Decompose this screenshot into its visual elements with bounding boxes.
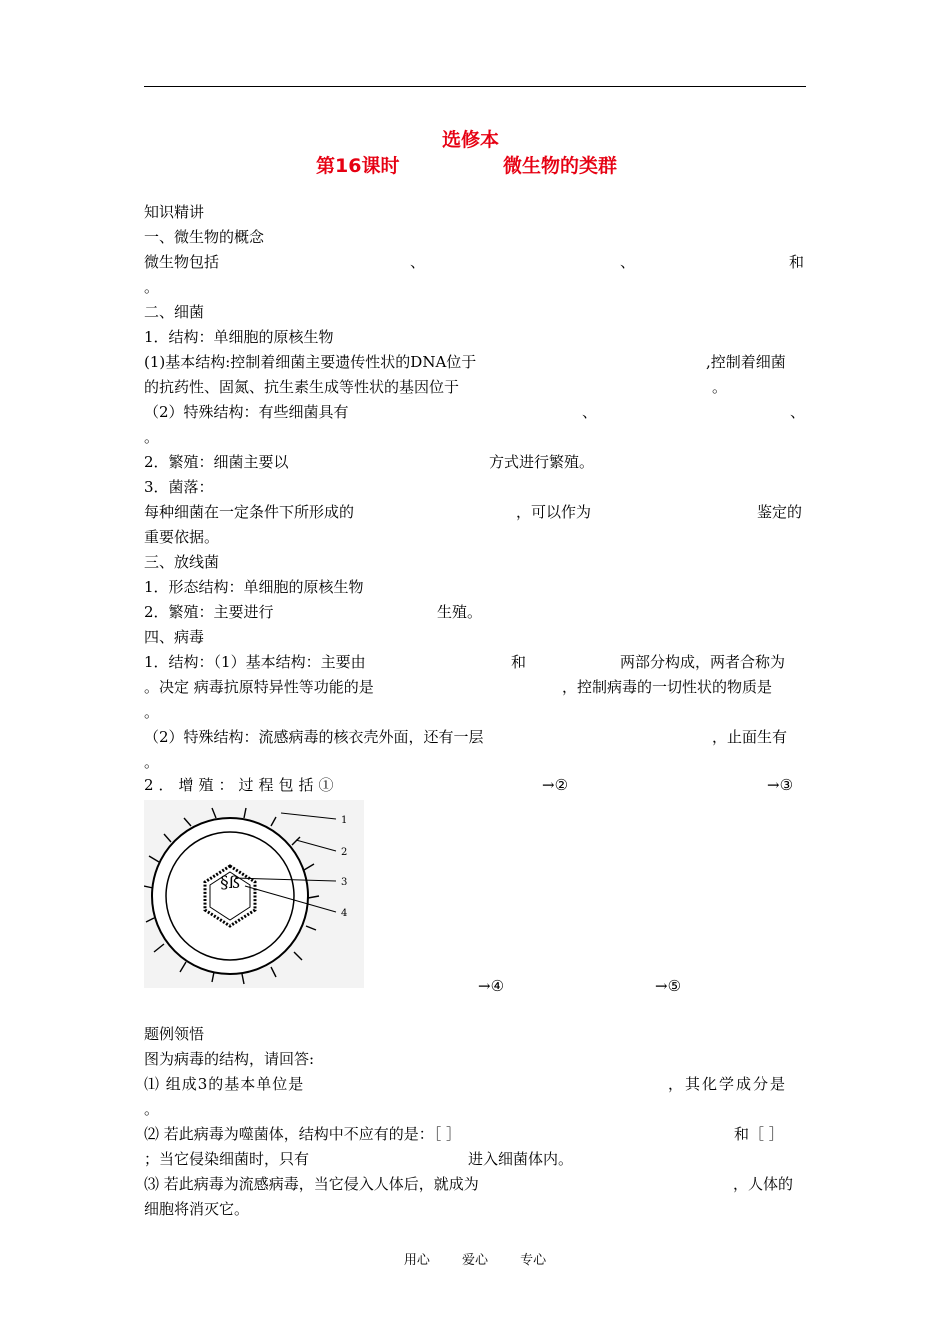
virus-diagram xyxy=(144,800,364,988)
label-4: 4 xyxy=(341,908,348,919)
text-microbes-include: 微生物包括 xyxy=(144,253,220,271)
text-antigen: 。决定 病毒抗原特异性等功能的是 xyxy=(144,678,374,696)
step-2: →② xyxy=(542,776,569,794)
page-footer xyxy=(0,1249,950,1268)
text-colony: 3．菌落： xyxy=(144,478,214,496)
header-rule xyxy=(144,86,806,87)
text-period: 。 xyxy=(144,703,160,721)
question-3: ⑶ 若此病毒为流感病毒，当它侵入人体后，就成为 xyxy=(144,1175,479,1193)
question-2: ⑵ 若此病毒为噬菌体，结构中不应有的是：［ ］ xyxy=(144,1125,462,1143)
text-period: 。 xyxy=(144,753,160,771)
text-morphology: 1．形态结构：单细胞的原核生物 xyxy=(144,578,364,596)
text-two-parts: 两部分构成，两者合称为 xyxy=(620,653,786,671)
text-can-serve-as: ，可以作为 xyxy=(516,503,592,521)
separator: 、 xyxy=(620,253,636,271)
text-on-surface: ，止面生有 xyxy=(712,728,788,746)
question-2-d: 进入细菌体内。 xyxy=(468,1150,574,1168)
step-4: →④ xyxy=(478,977,505,995)
text-period: 。 xyxy=(144,428,160,446)
question-1-b: ，其化学成分是 xyxy=(668,1075,788,1093)
question-3-b: ，人体的 xyxy=(733,1175,794,1193)
text-and: 和 xyxy=(789,253,805,271)
heading-bacteria: 二、细菌 xyxy=(144,303,205,321)
separator: 、 xyxy=(410,253,426,271)
text-colony-formed: 每种细菌在一定条件下所形成的 xyxy=(144,503,355,521)
text-basis: 重要依据。 xyxy=(144,528,220,546)
heading-actinomycetes: 三、放线菌 xyxy=(144,553,220,571)
footer-item: 用心 xyxy=(403,1253,430,1268)
title-topic: 微生物的类群 xyxy=(503,155,618,177)
text-resistance-genes: 的抗药性、固氮、抗生素生成等性状的基因位于 xyxy=(144,378,460,396)
heading-virus: 四、病毒 xyxy=(144,628,205,646)
question-1: ⑴ 组成3的基本单位是 xyxy=(144,1075,305,1093)
text-basic-structure: (1)基本结构:控制着细菌主要遗传性状的DNA位于 xyxy=(144,353,477,371)
separator: 、 xyxy=(790,403,806,421)
question-2-b: 和［ ］ xyxy=(734,1125,784,1143)
text-envelope: （2）特殊结构：流感病毒的核衣壳外面，还有一层 xyxy=(144,728,484,746)
nucleic-acid: §ß xyxy=(220,873,240,893)
text-reproduce: 生殖。 xyxy=(437,603,483,621)
label-3: 3 xyxy=(341,877,348,888)
text-period: 。 xyxy=(712,378,728,396)
text-mainly: 2．繁殖：主要进行 xyxy=(144,603,274,621)
text-controls-traits: ，控制病毒的一切性状的物质是 xyxy=(562,678,773,696)
text-structure: 1．结构：单细胞的原核生物 xyxy=(144,328,334,346)
text-reproduction-end: 方式进行繁殖。 xyxy=(489,453,595,471)
text-identify: 鉴定的 xyxy=(757,503,803,521)
text-controls: ,控制着细菌 xyxy=(706,353,786,371)
section-knowledge: 知识精讲 xyxy=(144,203,205,221)
text-virus-structure: 1．结构：（1）基本结构：主要由 xyxy=(144,653,366,671)
text-period: 。 xyxy=(144,278,160,296)
text-period: 。 xyxy=(144,1100,160,1118)
title-line1: 选修本 xyxy=(442,129,500,151)
text-special-structure: （2）特殊结构：有些细菌具有 xyxy=(144,403,349,421)
question-3-c: 细胞将消灭它。 xyxy=(144,1200,250,1218)
heading-microbe-concept: 一、微生物的概念 xyxy=(144,228,265,246)
separator: 、 xyxy=(582,403,598,421)
text-proliferation: 2．增殖：过程包括① xyxy=(144,776,339,794)
footer-item: 专心 xyxy=(520,1253,547,1268)
footer-item: 爱心 xyxy=(461,1253,488,1268)
text-reproduction: 2．繁殖：细菌主要以 xyxy=(144,453,289,471)
text-and: 和 xyxy=(511,653,527,671)
step-3: →③ xyxy=(767,776,794,794)
label-1: 1 xyxy=(341,815,348,826)
heading-examples: 题例领悟 xyxy=(144,1025,205,1043)
question-2-c: ；当它侵染细菌时，只有 xyxy=(144,1150,310,1168)
text-question-intro: 图为病毒的结构，请回答: xyxy=(144,1050,315,1068)
title-lesson-number: 第16课时 xyxy=(316,155,400,177)
label-2: 2 xyxy=(341,847,348,858)
step-5: →⑤ xyxy=(655,977,682,995)
